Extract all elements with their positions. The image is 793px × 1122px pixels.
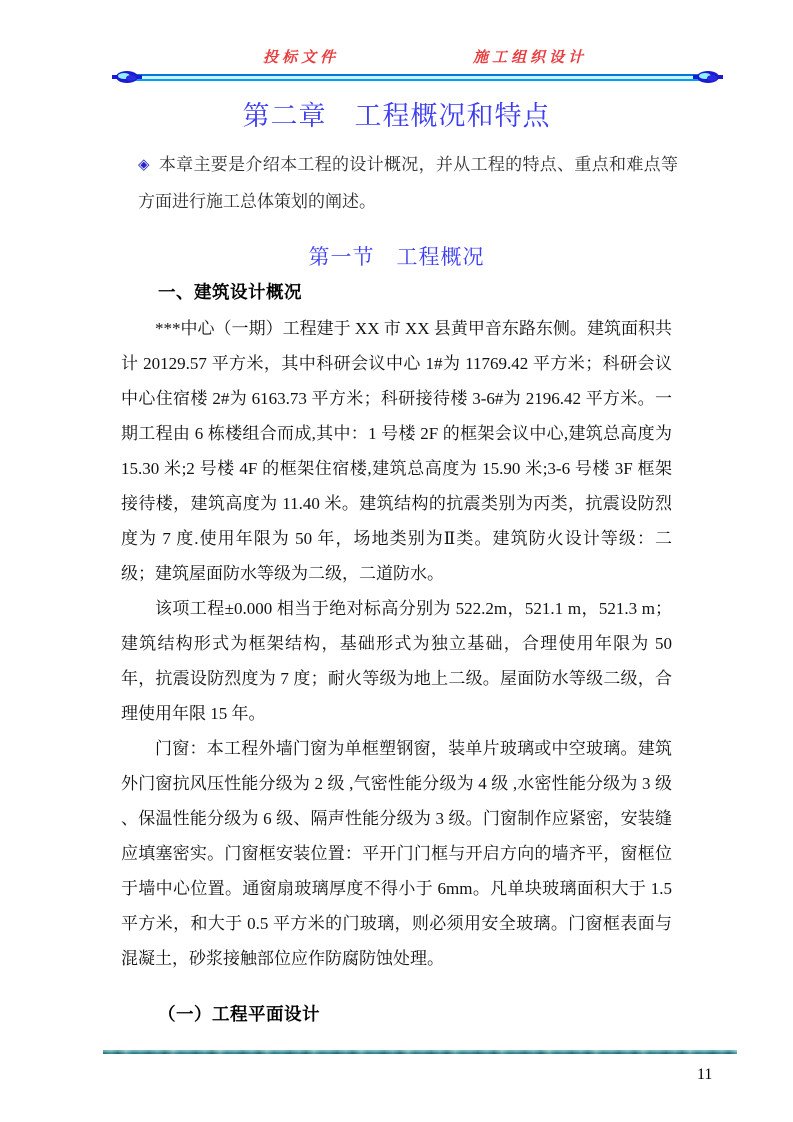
header-rule bbox=[114, 70, 721, 84]
rule-knot-left-icon bbox=[112, 70, 142, 84]
plane-design-heading: （一）工程平面设计 bbox=[158, 1004, 320, 1024]
chapter-title: 第二章 工程概况和特点 bbox=[242, 101, 551, 131]
body-paragraph: 门窗：本工程外墙门窗为单框塑钢窗，装单片玻璃或中空玻璃。建筑外门窗抗风压性能分级为 2 级 ,气密性能分级为 4 级 ,水密性能分级为 3 级 、保温性能分级为 6 级、隔声性能分级为 3 级。门窗制作应紧密，安装缝应填塞密实。门窗框安装位置：平开门门框与开启方向的墙齐平，窗框位于墙中心位置。通窗扇玻璃厚度不得小于 6mm。凡单块玻璃面积大于 1.5 平方米，和大于 0.5 平方米的门玻璃，则必须用安全玻璃。门窗框表面与混凝土，砂浆接触部位应作防腐防蚀处理。 bbox=[121, 739, 672, 968]
footer-rule bbox=[103, 1050, 737, 1054]
body-text bbox=[121, 311, 672, 976]
header-right-label: 施工组织设计 bbox=[473, 50, 588, 66]
page-number: 11 bbox=[697, 1066, 713, 1083]
header-left-label: 投标文件 bbox=[263, 50, 340, 66]
intro-paragraph bbox=[138, 147, 678, 220]
intro-text: 本章主要是介绍本工程的设计概况，并从工程的特点、重点和难点等方面进行施工总体策划的阐述。 bbox=[138, 155, 678, 211]
body-paragraph: ***中心（一期）工程建于 XX 市 XX 县黄甲音东路东侧。建筑面积共计 20129.57 平方米，其中科研会议中心 1#为 11769.42 平方米；科研会议中心住宿楼 2#为 6163.73 平方米；科研接待楼 3-6#为 2196.42 平方米。一期工程由 6 栋楼组合而成,其中：1 号楼 2F 的框架会议中心,建筑总高度为 15.30 米;2 号楼 4F 的框架住宿楼,建筑总高度为 15.90 米;3-6 号楼 3F 框架接待楼，建筑高度为 11.40 米。建筑结构的抗震类别为丙类，抗震设防烈度为 7 度.使用年限为 50 年，场地类别为Ⅱ类。建筑防火设计等级：二级；建筑屋面防水等级为二级，二道防水。 bbox=[121, 319, 672, 583]
diamond-bullet-icon: ◈ bbox=[138, 156, 150, 173]
body-paragraph: 该项工程±0.000 相当于绝对标高分别为 522.2m，521.1 m，521.3 m；建筑结构形式为框架结构，基础形式为独立基础，合理使用年限为 50 年，抗震设防烈度为 7 度；耐火等级为地上二级。屋面防水等级二级，合理使用年限 15 年。 bbox=[121, 599, 672, 723]
rule-knot-right-icon bbox=[693, 70, 723, 84]
subsection-heading: 一、建筑设计概况 bbox=[158, 282, 302, 302]
section-title: 第一节 工程概况 bbox=[308, 246, 485, 269]
header-rule-line bbox=[128, 74, 707, 81]
